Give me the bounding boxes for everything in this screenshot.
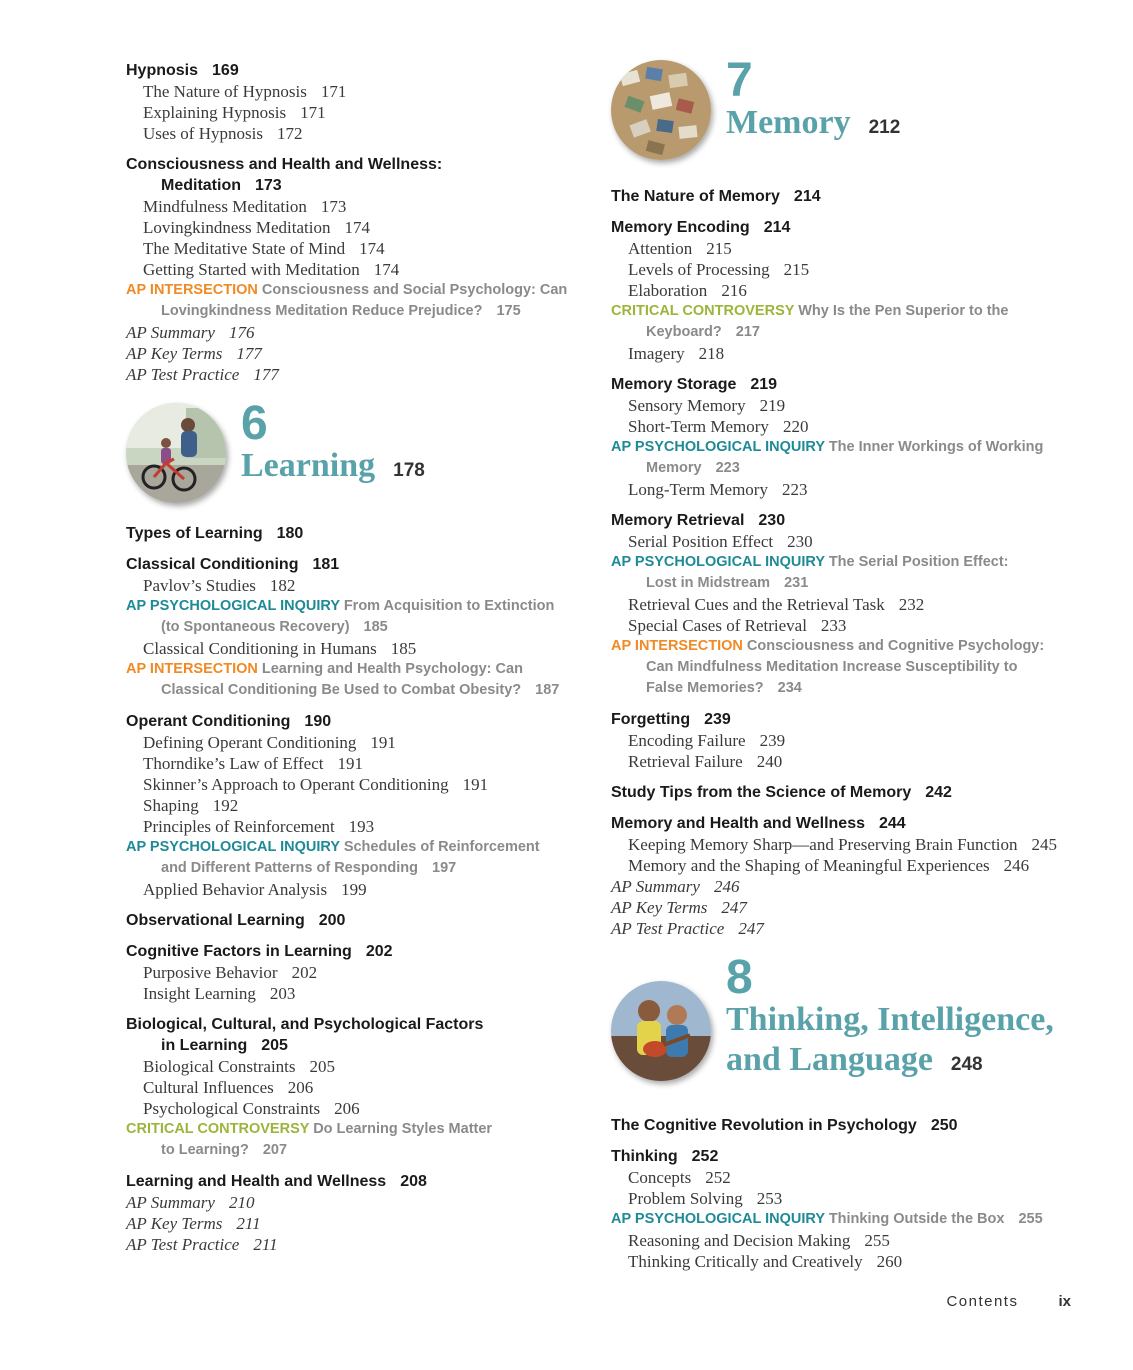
subsection-entry[interactable]: Retrieval Cues and the Retrieval Task 232 bbox=[628, 595, 925, 614]
chapter-6-image bbox=[126, 403, 226, 503]
chapter-title: Thinking, Intelligence, bbox=[726, 1001, 1054, 1038]
section-heading[interactable]: Classical Conditioning 181 bbox=[126, 556, 340, 573]
section-heading[interactable]: Operant Conditioning 190 bbox=[126, 713, 332, 730]
section-heading[interactable]: Thinking 252 bbox=[611, 1148, 719, 1165]
section-heading[interactable]: Hypnosis 169 bbox=[126, 62, 239, 79]
section-heading[interactable]: Learning and Health and Wellness 208 bbox=[126, 1173, 427, 1190]
section-heading[interactable]: Observational Learning 200 bbox=[126, 912, 346, 929]
subsection-entry[interactable]: Elaboration 216 bbox=[628, 281, 747, 300]
feature-entry[interactable]: AP INTERSECTION Consciousness and Social Psychology: Can Lovingkindness Meditation Reduce Prejudice? 175 bbox=[126, 282, 568, 319]
subsection-entry[interactable]: Thorndike’s Law of Effect 191 bbox=[143, 754, 363, 773]
subsection-entry[interactable]: Applied Behavior Analysis 199 bbox=[143, 880, 367, 899]
section-heading[interactable]: Forgetting 239 bbox=[611, 711, 731, 728]
end-matter-entry[interactable]: AP Key Terms 177 bbox=[126, 344, 262, 363]
chapter-8-image bbox=[611, 981, 711, 1081]
subsection-entry[interactable]: The Nature of Hypnosis 171 bbox=[143, 82, 347, 101]
subsection-entry[interactable]: Explaining Hypnosis 171 bbox=[143, 103, 326, 122]
right-column bbox=[611, 54, 1081, 1272]
page-footer bbox=[946, 1293, 1071, 1310]
chapter-7-header[interactable] bbox=[611, 54, 1081, 178]
end-matter-entry[interactable]: AP Test Practice 177 bbox=[126, 365, 279, 384]
left-column bbox=[126, 60, 596, 1255]
feature-entry[interactable]: CRITICAL CONTROVERSY Why Is the Pen Superior to the Keyboard? 217 bbox=[611, 303, 1009, 340]
subsection-entry[interactable]: Mindfulness Meditation 173 bbox=[143, 197, 347, 216]
subsection-entry[interactable]: Serial Position Effect 230 bbox=[628, 532, 813, 551]
subsection-entry[interactable]: The Meditative State of Mind 174 bbox=[143, 239, 385, 258]
end-matter-entry[interactable]: AP Summary 176 bbox=[126, 323, 255, 342]
section-heading[interactable]: The Cognitive Revolution in Psychology 250 bbox=[611, 1117, 958, 1134]
feature-entry[interactable]: AP PSYCHOLOGICAL INQUIRY Schedules of Reinforcement and Different Patterns of Responding 197 bbox=[126, 839, 540, 876]
end-matter-entry[interactable]: AP Key Terms 247 bbox=[611, 898, 747, 917]
feature-entry[interactable]: AP PSYCHOLOGICAL INQUIRY From Acquisition to Extinction (to Spontaneous Recovery) 185 bbox=[126, 598, 555, 635]
subsection-entry[interactable]: Lovingkindness Meditation 174 bbox=[143, 218, 370, 237]
subsection-entry[interactable]: Defining Operant Conditioning 191 bbox=[143, 733, 396, 752]
end-matter-entry[interactable]: AP Summary 210 bbox=[126, 1193, 255, 1212]
subsection-entry[interactable]: Pavlov’s Studies 182 bbox=[143, 576, 296, 595]
subsection-entry[interactable]: Psychological Constraints 206 bbox=[143, 1099, 360, 1118]
chapter-6-header[interactable] bbox=[126, 397, 596, 513]
subsection-entry[interactable]: Encoding Failure 239 bbox=[628, 731, 786, 750]
subsection-entry[interactable]: Concepts 252 bbox=[628, 1168, 731, 1187]
feature-entry[interactable]: AP INTERSECTION Consciousness and Cognitive Psychology: Can Mindfulness Meditation Increase Susceptibility to False Memories? 234 bbox=[611, 638, 1045, 696]
section-heading[interactable]: Study Tips from the Science of Memory 242 bbox=[611, 784, 952, 801]
section-heading[interactable]: Memory Storage 219 bbox=[611, 376, 778, 393]
subsection-entry[interactable]: Attention 215 bbox=[628, 239, 732, 258]
chapter-title: Memory 212 bbox=[726, 104, 901, 141]
end-matter-entry[interactable]: AP Test Practice 211 bbox=[126, 1235, 278, 1254]
chapter-7-image bbox=[611, 60, 711, 160]
feature-entry[interactable]: AP PSYCHOLOGICAL INQUIRY The Inner Workings of Working Memory 223 bbox=[611, 439, 1044, 476]
feature-entry[interactable]: CRITICAL CONTROVERSY Do Learning Styles Matter to Learning? 207 bbox=[126, 1121, 493, 1158]
subsection-entry[interactable]: Reasoning and Decision Making 255 bbox=[628, 1231, 890, 1250]
subsection-entry[interactable]: Skinner’s Approach to Operant Conditioning 191 bbox=[143, 775, 489, 794]
subsection-entry[interactable]: Sensory Memory 219 bbox=[628, 396, 786, 415]
end-matter-entry[interactable]: AP Test Practice 247 bbox=[611, 919, 764, 938]
section-heading[interactable]: Consciousness and Health and Wellness: Meditation 173 bbox=[126, 156, 443, 194]
subsection-entry[interactable]: Short-Term Memory 220 bbox=[628, 417, 809, 436]
chapter-8-header[interactable] bbox=[611, 951, 1081, 1107]
subsection-entry[interactable]: Thinking Critically and Creatively 260 bbox=[628, 1252, 903, 1271]
section-heading[interactable]: The Nature of Memory 214 bbox=[611, 188, 821, 205]
section-heading[interactable]: Biological, Cultural, and Psychological Factors in Learning 205 bbox=[126, 1016, 484, 1054]
end-matter-entry[interactable]: AP Summary 246 bbox=[611, 877, 740, 896]
subsection-entry[interactable]: Uses of Hypnosis 172 bbox=[143, 124, 303, 143]
end-matter-entry[interactable]: AP Key Terms 211 bbox=[126, 1214, 261, 1233]
subsection-entry[interactable]: Classical Conditioning in Humans 185 bbox=[143, 639, 417, 658]
subsection-entry[interactable]: Long-Term Memory 223 bbox=[628, 480, 808, 499]
chapter-number: 7 bbox=[726, 54, 753, 107]
subsection-entry[interactable]: Getting Started with Meditation 174 bbox=[143, 260, 400, 279]
feature-entry[interactable]: AP PSYCHOLOGICAL INQUIRY The Serial Position Effect: Lost in Midstream 231 bbox=[611, 554, 1009, 591]
page-number: ix bbox=[1058, 1293, 1071, 1310]
chapter-number: 6 bbox=[241, 397, 268, 450]
section-heading[interactable]: Memory and Health and Wellness 244 bbox=[611, 815, 906, 832]
subsection-entry[interactable]: Retrieval Failure 240 bbox=[628, 752, 783, 771]
subsection-entry[interactable]: Biological Constraints 205 bbox=[143, 1057, 336, 1076]
section-heading[interactable]: Types of Learning 180 bbox=[126, 525, 304, 542]
subsection-entry[interactable]: Insight Learning 203 bbox=[143, 984, 296, 1003]
feature-entry[interactable]: AP PSYCHOLOGICAL INQUIRY Thinking Outside the Box 255 bbox=[611, 1211, 1043, 1227]
subsection-entry[interactable]: Problem Solving 253 bbox=[628, 1189, 783, 1208]
subsection-entry[interactable]: Cultural Influences 206 bbox=[143, 1078, 314, 1097]
section-heading[interactable]: Memory Retrieval 230 bbox=[611, 512, 786, 529]
footer-label: Contents bbox=[946, 1293, 1019, 1310]
subsection-entry[interactable]: Memory and the Shaping of Meaningful Experiences 246 bbox=[628, 856, 1030, 875]
chapter-number: 8 bbox=[726, 951, 753, 1004]
subsection-entry[interactable]: Imagery 218 bbox=[628, 344, 725, 363]
subsection-entry[interactable]: Special Cases of Retrieval 233 bbox=[628, 616, 847, 635]
subsection-entry[interactable]: Principles of Reinforcement 193 bbox=[143, 817, 375, 836]
subsection-entry[interactable]: Shaping 192 bbox=[143, 796, 239, 815]
subsection-entry[interactable]: Purposive Behavior 202 bbox=[143, 963, 318, 982]
section-heading[interactable]: Memory Encoding 214 bbox=[611, 219, 791, 236]
chapter-title: Learning 178 bbox=[241, 447, 425, 484]
subsection-entry[interactable]: Keeping Memory Sharp—and Preserving Brain Function 245 bbox=[628, 835, 1058, 854]
section-heading[interactable]: Cognitive Factors in Learning 202 bbox=[126, 943, 393, 960]
subsection-entry[interactable]: Levels of Processing 215 bbox=[628, 260, 810, 279]
feature-entry[interactable]: AP INTERSECTION Learning and Health Psychology: Can Classical Conditioning Be Used to Combat Obesity? 187 bbox=[126, 661, 560, 698]
chapter-title-line2: and Language 248 bbox=[726, 1041, 983, 1078]
